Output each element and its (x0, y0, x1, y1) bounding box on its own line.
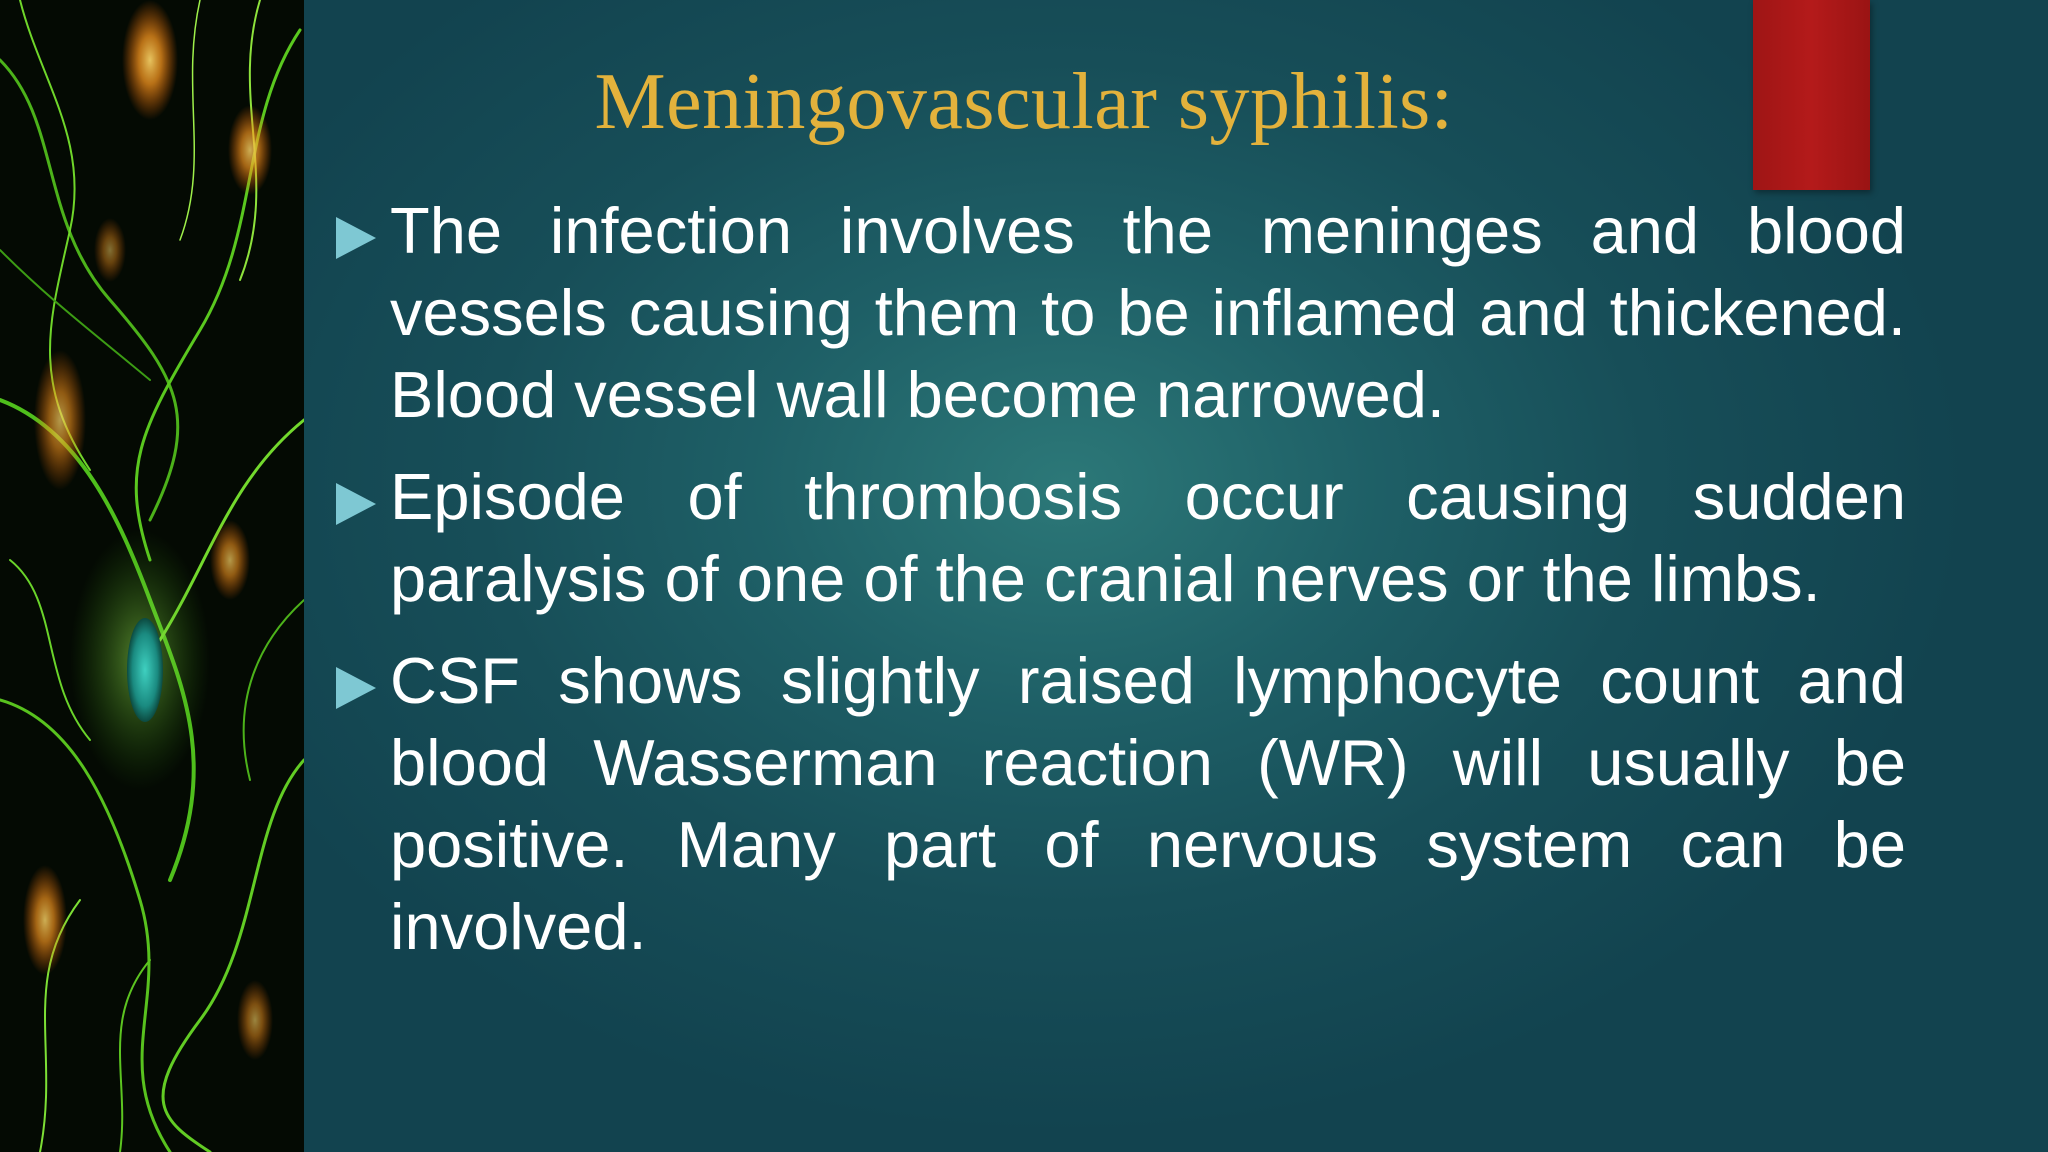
bullet-item (336, 456, 1906, 620)
triangle-bullet-icon (336, 667, 376, 709)
bullet-item (336, 640, 1906, 968)
triangle-bullet-icon (336, 483, 376, 525)
slide-title: Meningovascular syphilis: (594, 58, 1454, 146)
bullet-text: The infection involves the meninges and blood vessels causing them to be inflamed and thickened. Blood vessel wall become narrowed. (390, 194, 1906, 431)
neuron-illustration (0, 0, 304, 1152)
red-accent-bar (1753, 0, 1870, 190)
neuron-image (0, 0, 304, 1152)
bullet-text: Episode of thrombosis occur causing sudden paralysis of one of the cranial nerves or the limbs. (390, 460, 1906, 615)
bullet-item (336, 190, 1906, 436)
bullet-list (336, 190, 1906, 988)
triangle-bullet-icon (336, 217, 376, 259)
bullet-text: CSF shows slightly raised lymphocyte count and blood Wasserman reaction (WR) will usually be positive. Many part of nervous system can be involved. (390, 644, 1906, 963)
